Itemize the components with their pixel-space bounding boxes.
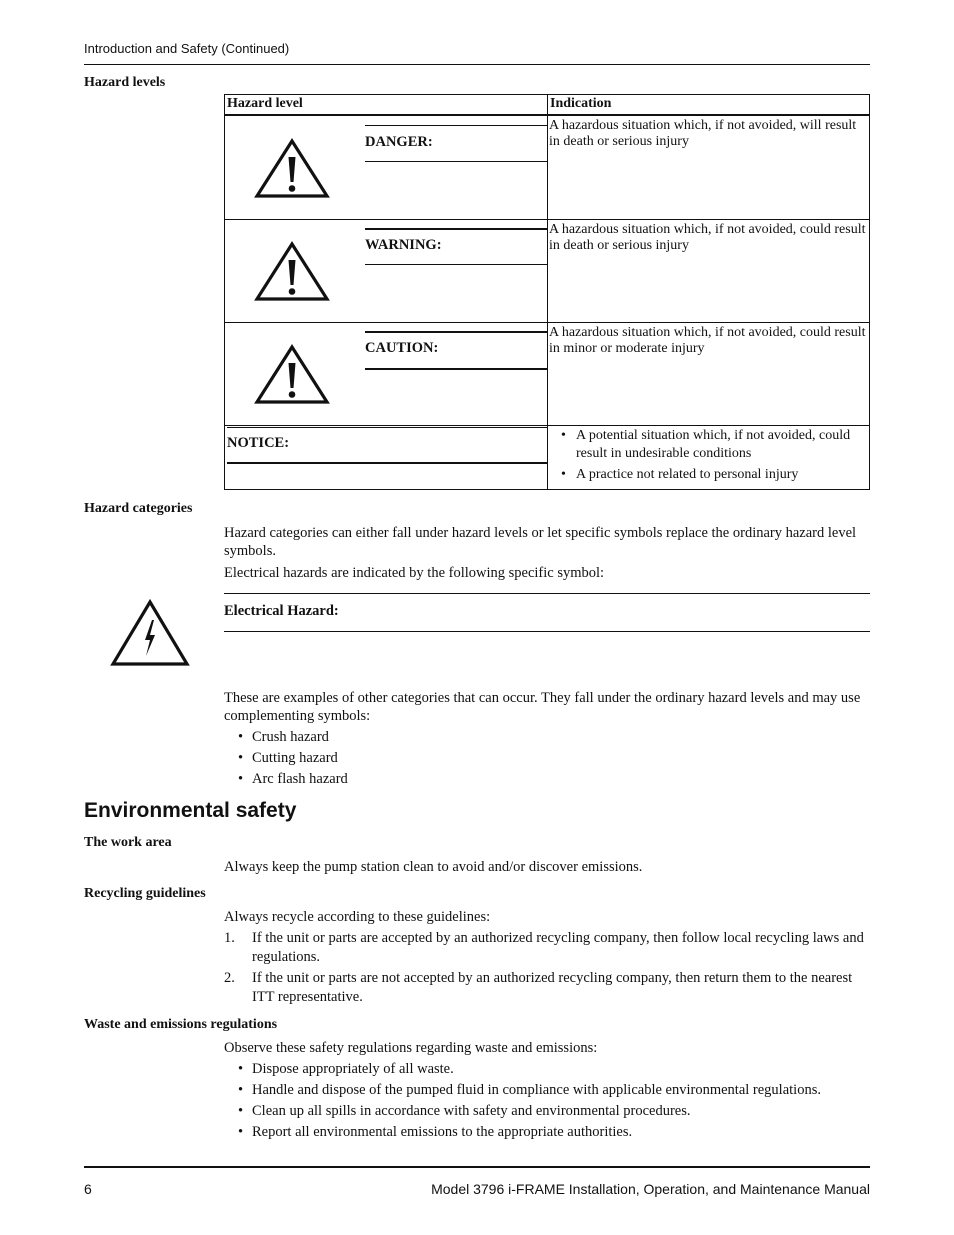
list-item: • Arc flash hazard — [224, 769, 870, 790]
hazard-levels-table — [224, 94, 870, 490]
step-text: If the unit or parts are accepted by an authorized recycling company, then follow local recycling laws and regulations. — [252, 930, 864, 965]
electrical-hazard-icon — [109, 598, 191, 668]
danger-label: DANGER: — [365, 134, 433, 150]
hazard-categories-heading: Hazard categories — [84, 501, 193, 516]
electrical-hazard-label: Electrical Hazard: — [224, 603, 339, 619]
caution-rule-bottom — [365, 368, 547, 370]
warning-rule-bottom — [365, 264, 547, 265]
danger-rule-top — [365, 125, 547, 126]
warning-triangle-icon — [253, 137, 331, 199]
electrical-rule-top — [224, 593, 870, 594]
list-item: • Cutting hazard — [224, 748, 870, 769]
recycling-heading: Recycling guidelines — [84, 886, 206, 901]
step-number: 2. — [224, 970, 235, 986]
waste-intro: Observe these safety regulations regarding waste and emissions: — [224, 1040, 598, 1056]
waste-heading: Waste and emissions regulations — [84, 1017, 278, 1032]
other-categories-paragraph: These are examples of other categories that can occur. They fall under the ordinary hazard levels and may use complementing symbols: — [224, 690, 861, 724]
notice-rule-top — [227, 427, 547, 428]
header-rule — [84, 64, 870, 65]
list-item: • Crush hazard — [224, 727, 870, 748]
list-item: • Dispose appropriately of all waste. — [224, 1059, 870, 1080]
row-divider — [225, 425, 869, 426]
warning-triangle-icon — [253, 240, 331, 302]
notice-rule-bottom — [227, 462, 547, 464]
warning-rule-top — [365, 228, 547, 230]
recycling-intro: Always recycle according to these guidelines: — [224, 909, 491, 925]
hazard-categories-paragraph: Hazard categories can either fall under hazard levels or let specific symbols replace the ordinary hazard level symbols. — [224, 525, 857, 559]
col-header-indication: Indication — [550, 96, 612, 111]
electrical-rule-bottom — [224, 631, 870, 632]
caution-rule-top — [365, 331, 547, 333]
list-item — [224, 929, 870, 967]
step-text: If the unit or parts are not accepted by an authorized recycling company, then return them to the nearest ITT representative. — [252, 970, 853, 1005]
danger-indication: A hazardous situation which, if not avoided, will result in death or serious injury — [549, 118, 857, 149]
row-divider — [225, 219, 869, 220]
list-item: • A practice not related to personal injury — [561, 466, 861, 484]
recycling-steps — [224, 929, 870, 1009]
caution-label: CAUTION: — [365, 340, 439, 356]
list-item: • A potential situation which, if not avoided, could result in undesirable conditions — [561, 427, 861, 463]
step-number: 1. — [224, 930, 235, 946]
hazard-examples-list — [224, 727, 870, 790]
section-title: Environmental safety — [84, 799, 297, 822]
warning-triangle-icon — [253, 343, 331, 405]
list-item: • Report all environmental emissions to the appropriate authorities. — [224, 1122, 870, 1143]
warning-label: WARNING: — [365, 237, 442, 253]
list-item: • Clean up all spills in accordance with safety and environmental procedures. — [224, 1101, 870, 1122]
running-header: Introduction and Safety (Continued) — [84, 41, 290, 56]
column-divider — [547, 95, 548, 489]
notice-indication-list — [561, 427, 861, 484]
list-item: • Handle and dispose of the pumped fluid in compliance with applicable environmental regulations. — [224, 1080, 870, 1101]
hazard-levels-heading: Hazard levels — [84, 75, 166, 90]
manual-title: Model 3796 i-FRAME Installation, Operation, and Maintenance Manual — [431, 1181, 870, 1197]
page-number: 6 — [84, 1181, 92, 1197]
footer-rule — [84, 1166, 870, 1168]
electrical-intro-paragraph: Electrical hazards are indicated by the following specific symbol: — [224, 565, 605, 581]
col-header-hazard-level: Hazard level — [227, 96, 303, 111]
list-item — [224, 969, 870, 1007]
notice-label: NOTICE: — [227, 435, 290, 451]
waste-regulations-list — [224, 1059, 870, 1143]
row-divider — [225, 322, 869, 323]
danger-rule-bottom — [365, 161, 547, 162]
work-area-heading: The work area — [84, 835, 172, 850]
warning-indication: A hazardous situation which, if not avoided, could result in death or serious injury — [549, 222, 866, 253]
caution-indication: A hazardous situation which, if not avoided, could result in minor or moderate injury — [549, 325, 866, 356]
work-area-text: Always keep the pump station clean to avoid and/or discover emissions. — [224, 859, 643, 875]
